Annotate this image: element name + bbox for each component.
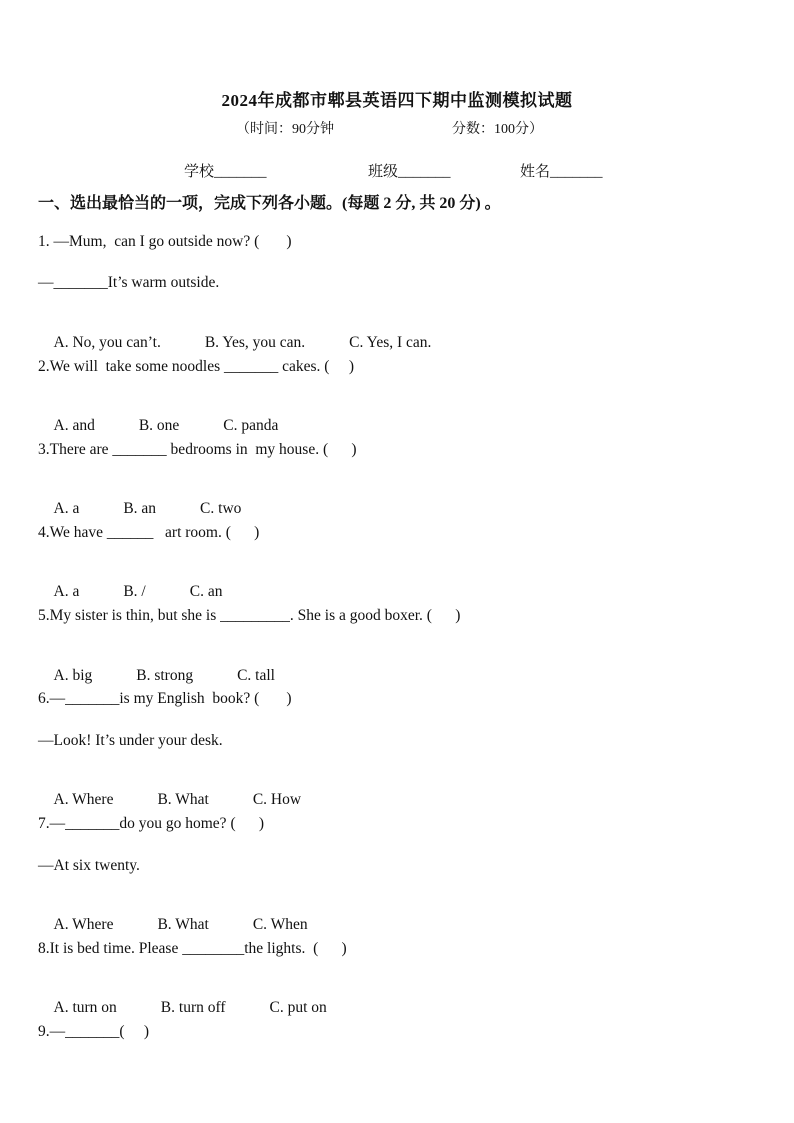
question-reply: —At six twenty.: [38, 857, 140, 874]
section-heading: 一、选出最恰当的一项，完成下列各小题。(每题 2 分, 共 20 分) 。: [38, 195, 501, 212]
option-b: B. turn off: [160, 999, 226, 1016]
option-a: A. No, you can’t.: [53, 334, 161, 351]
question-stem: 9.—_______( ): [38, 1023, 150, 1040]
option-a: A. a: [53, 583, 80, 600]
exam-subtitle: [236, 118, 543, 138]
option-c: C. Yes, I can.: [349, 334, 432, 351]
option-b: B. an: [123, 500, 157, 517]
option-c: C. How: [252, 791, 302, 808]
exam-score: 分数：100分）: [452, 122, 543, 137]
option-c: C. tall: [237, 667, 275, 684]
school-field: 学校_______: [184, 164, 267, 180]
question-stem: 3.There are _______ bedrooms in my house. ( ): [38, 441, 357, 458]
option-b: B. What: [157, 791, 209, 808]
option-a: A. Where: [53, 916, 114, 933]
option-b: B. What: [157, 916, 209, 933]
exam-time: （时间：90分钟: [236, 122, 334, 137]
question-reply: —_______It’s warm outside.: [38, 274, 220, 291]
option-b: B. one: [138, 417, 180, 434]
option-a: A. Where: [53, 791, 114, 808]
option-c: C. an: [189, 583, 223, 600]
option-b: B. /: [123, 583, 146, 600]
option-a: A. and: [53, 417, 95, 434]
question-stem: 1. —Mum, can I go outside now? ( ): [38, 233, 292, 250]
question-stem: 2.We will take some noodles _______ cakes. ( ): [38, 358, 355, 375]
option-a: A. turn on: [53, 999, 117, 1016]
question-stem: 4.We have ______ art room. ( ): [38, 524, 260, 541]
option-b: B. strong: [136, 667, 194, 684]
exam-title: 2024年成都市郫县英语四下期中监测模拟试题: [221, 91, 573, 110]
option-c: C. When: [252, 916, 308, 933]
option-c: C. panda: [223, 417, 279, 434]
question-stem: 5.My sister is thin, but she is _________. She is a good boxer. ( ): [38, 607, 461, 624]
option-c: C. two: [200, 500, 242, 517]
option-b: B. Yes, you can.: [204, 334, 306, 351]
class-field: 班级_______: [368, 164, 451, 180]
name-field: 姓名_______: [520, 164, 603, 180]
option-a: A. a: [53, 500, 80, 517]
question-stem: 7.—_______do you go home? ( ): [38, 815, 265, 832]
question-stem: 6.—_______is my English book? ( ): [38, 690, 292, 707]
question-stem: 8.It is bed time. Please ________the lights. ( ): [38, 940, 347, 957]
question-reply: —Look! It’s under your desk.: [38, 732, 223, 749]
option-a: A. big: [53, 667, 93, 684]
option-c: C. put on: [269, 999, 327, 1016]
